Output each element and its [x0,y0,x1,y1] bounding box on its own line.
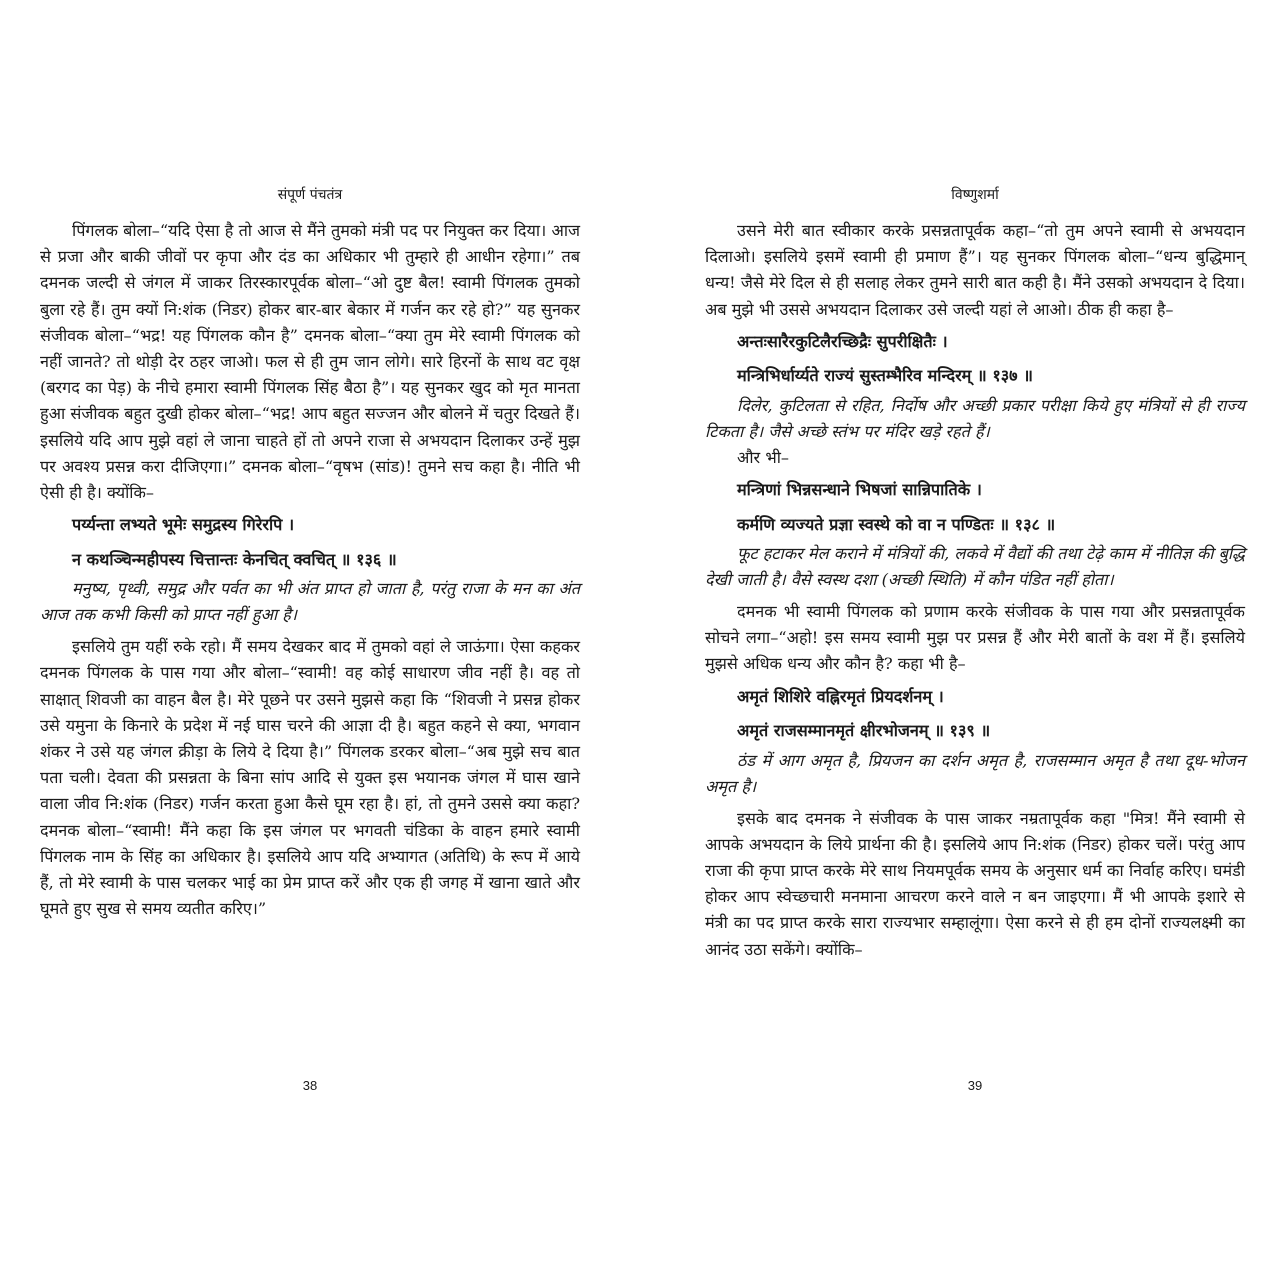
verse-translation: दिलेर, कुटिलता से रहित, निर्दोष और अच्छी प्रकार परीक्षा किये हुए मंत्रियों से ही राज्य टिकता है। जैसे अच्छे स्तंभ पर मंदिर खड़े रहते हैं। [705,395,1245,441]
page-number-left: 38 [302,1078,318,1093]
paragraph: दमनक भी स्वामी पिंगलक को प्रणाम करके संजीवक के पास गया और प्रसन्नतापूर्वक सोचने लगा–“अहो! इस समय स्वामी मुझ पर प्रसन्न हैं और मेरी बातों के वश में हैं। इसलिये मुझसे अधिक धन्य और कौन है? कहा भी है– [705,602,1245,674]
sanskrit-verse-line: अन्तःसारैरकुटिलैरच्छिद्रैः सुपरीक्षितैः । [737,331,948,351]
paragraph: उसने मेरी बात स्वीकार करके प्रसन्नतापूर्वक कहा–“तो तुम अपने स्वामी से अभयदान दिलाओ। इसलिये इसमें स्वामी ही प्रमाण हैं”। यह सुनकर पिंगलक बोला–“धन्य बुद्धिमान् धन्य! जैसे मेरे दिल से ही सलाह लेकर तुमने सारी बात कही है। मैंने उसको अभयदान दे दिया। अब मुझे भी उससे अभयदान दिलाकर उसे जल्दी यहां ले आओ। ठीक ही कहा है– [705,221,1245,319]
paragraph: पिंगलक बोला–“यदि ऐसा है तो आज से मैंने तुमको मंत्री पद पर नियुक्त कर दिया। आज से प्रजा और बाकी जीवों पर कृपा और दंड का अधिकार भी तुम्हारे ही आधीन रहेगा।” तब दमनक जल्दी से जंगल में जाकर तिरस्कारपूर्वक बोला–“ओ दुष्ट बैल! स्वामी पिंगलक तुमको बुला रहे हैं। तुम क्यों नि:शंक (निडर) होकर बार-बार बेकार में गर्जन कर रहे हो?” यह सुनकर संजीवक बोला–“भद्र! यह पिंगलक कौन है” दमनक बोला–“क्या तुम मेरे स्वामी पिंगलक को नहीं जानते? तो थोड़ी देर ठहर जाओ। फल से ही तुम जान लोगे। सारे हिरनों के साथ वट वृक्ष (बरगद का पेड़) के नीचे हमारा स्वामी पिंगलक सिंह बैठा है”। यह सुनकर खुद को मृत मानता हुआ संजीवक बहुत दुखी होकर बोला–“भद्र! आप बहुत सज्जन और बोलने में चतुर दिखते हैं। इसलिये यदि आप मुझे वहां ले जाना चाहते हों तो अपने राजा से अभयदान दिलाकर उन्हें मुझ पर अवश्य प्रसन्न करा दीजिएगा।” दमनक बोला–“वृषभ (सांड)! तुमने सच कहा है। नीति भी ऐसी ही है। क्योंकि– [40,221,580,503]
sanskrit-verse-line: मन्त्रिभिर्धार्य्यते राज्यं सुस्तम्भैरिव मन्दिरम् ॥ १३७ ॥ [737,366,1033,386]
running-head-left: संपूर्ण पंचतंत्र [277,187,343,203]
running-head-right: विष्णुशर्मा [951,187,999,203]
verse-translation: ठंड में आग अमृत है, प्रियजन का दर्शन अमृत है, राजसम्मान अमृत है तथा दूध-भोजन अमृत है। [705,750,1245,796]
page-number-right: 39 [967,1078,983,1093]
paragraph: इसके बाद दमनक ने संजीवक के पास जाकर नम्रतापूर्वक कहा "मित्र! मैंने स्वामी से आपके अभयदान के लिये प्रार्थना की है। इसलिये आप नि:शंक (निडर) होकर चलें। परंतु आप राजा की कृपा प्राप्त करके मेरे साथ नियमपूर्वक समय के अनुसार धर्म का निर्वाह करिए। घमंडी होकर आप स्वेच्छचारी मनमाना आचरण करने वाले न बन जाइएगा। मैं भी आपके इशारे से मंत्री का पद प्राप्त करके सारा राज्यभार सम्हालूंगा। ऐसा करने से ही हम दोनों राज्यलक्ष्मी का आनंद उठा सकेंगे। क्योंकि– [705,808,1245,959]
sanskrit-verse-line: न कथञ्चिन्महीपस्य चित्तान्तः केनचित् क्वचित् ॥ १३६ ॥ [72,549,397,569]
sanskrit-verse-line: कर्मणि व्यज्यते प्रज्ञा स्वस्थे को वा न पण्डितः ॥ १३८ ॥ [737,514,1056,534]
verse-translation: मनुष्य, पृथ्वी, समुद्र और पर्वत का भी अंत प्राप्त हो जाता है, परंतु राजा के मन का अंत आज तक कभी किसी को प्राप्त नहीं हुआ है। [40,579,580,625]
left-page-text [40,218,580,922]
sanskrit-verse-line: पर्य्यन्ता लभ्यते भूमेः समुद्रस्य गिरेरपि । [72,515,295,535]
sanskrit-verse-line: मन्त्रिणां भिन्नसन्धाने भिषजां सान्निपातिके । [737,480,982,500]
right-page-text [705,218,1245,963]
left-page [40,186,580,922]
sanskrit-verse-line: अमृतं राजसम्मानमृतं क्षीरभोजनम् ॥ १३९ ॥ [737,721,991,741]
right-page [705,186,1245,963]
sanskrit-verse-line: अमृतं शिशिरे वह्निरमृतं प्रियदर्शनम् । [737,686,944,706]
paragraph: इसलिये तुम यहीं रुके रहो। मैं समय देखकर बाद में तुमको वहां ले जाऊंगा। ऐसा कहकर दमनक पिंगलक के पास गया और बोला–“स्वामी! वह कोई साधारण जीव नहीं है। वह तो साक्षात् शिवजी का वाहन बैल है। मेरे पूछने पर उसने मुझसे कहा कि “शिवजी ने प्रसन्न होकर उसे यमुना के किनारे के प्रदेश में नई घास चरने की आज्ञा दी है। बहुत कहने से क्या, भगवान शंकर ने उसे यह जंगल क्रीड़ा के लिये दे दिया है।” पिंगलक डरकर बोला–“अब मुझे सच बात पता चली। देवता की प्रसन्नता के बिना सांप आदि से युक्त इस भयानक जंगल में घास खाने वाला जीव नि:शंक (निडर) गर्जन करता हुआ कैसे घूम रहा है। हां, तो तुमने उससे क्या कहा? दमनक बोला–“स्वामी! मैंने कहा कि इस जंगल पर भगवती चंडिका के वाहन हमारे स्वामी पिंगलक नाम के सिंह का अधिकार है। इसलिये आप यदि अभ्यागत (अतिथि) के रूप में आये हैं, तो मेरे स्वामी के पास चलकर भाई का प्रेम प्राप्त करें और एक ही जगह में खाना खाते और घूमते हुए सुख से समय व्यतीत करिए।” [40,637,580,919]
paragraph: और भी– [737,447,789,467]
verse-translation: फूट हटाकर मेल कराने में मंत्रियों की, लकवे में वैद्यों की तथा टेढ़े काम में नीतिज्ञ की बुद्धि देखी जाती है। वैसे स्वस्थ दशा (अच्छी स्थिति) में कौन पंडित नहीं होता। [705,544,1245,590]
